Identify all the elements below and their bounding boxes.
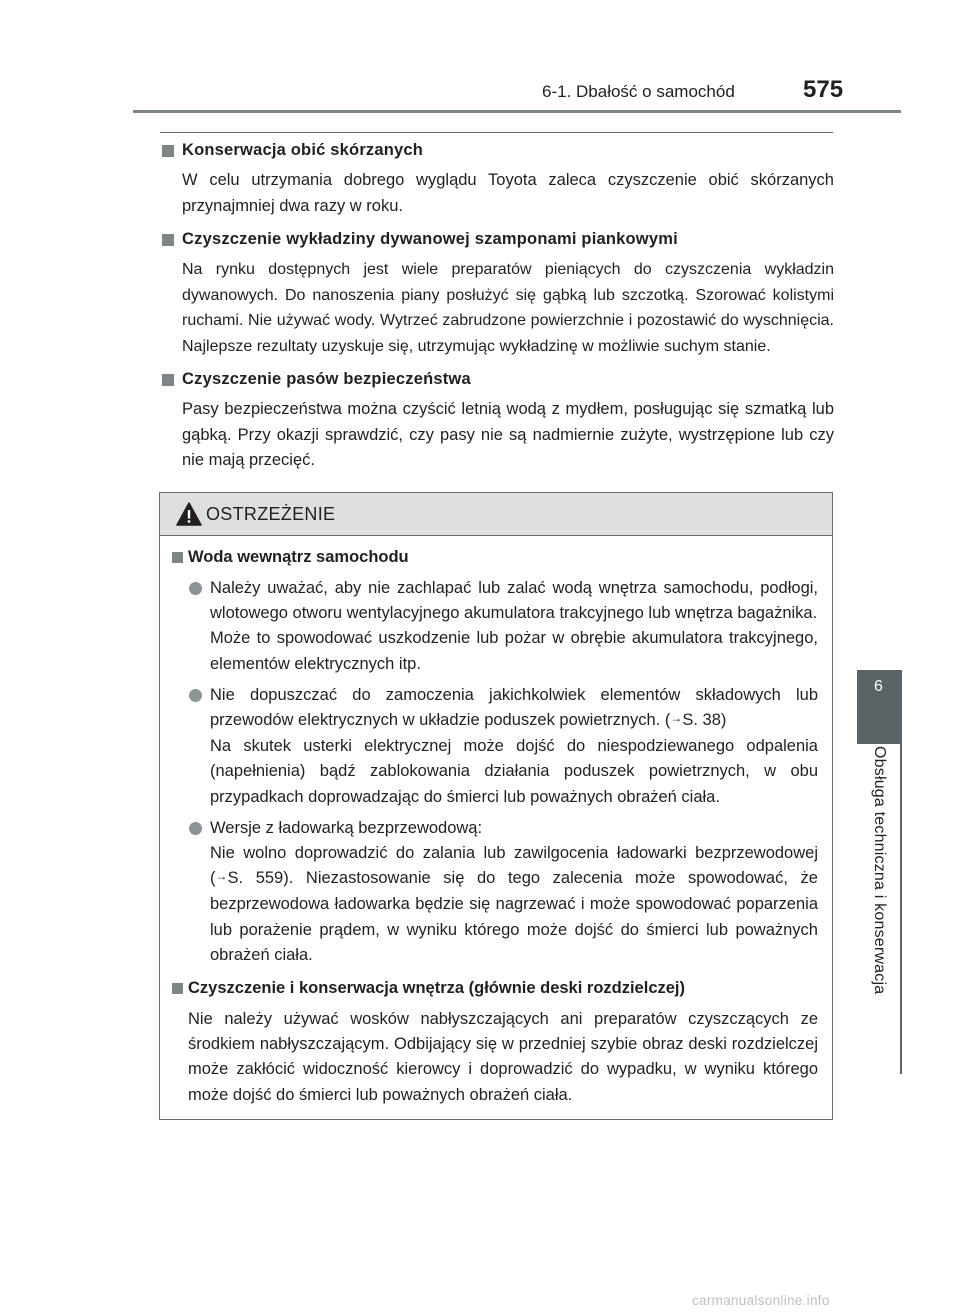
circle-bullet-icon — [189, 689, 202, 702]
section-title: Czyszczenie wykładziny dywanowej szamponami piankowymi — [182, 230, 678, 248]
warning-bullet — [172, 576, 818, 677]
circle-bullet-icon — [189, 582, 202, 595]
header-section-title: 6-1. Dbałość o samochód — [542, 82, 735, 101]
bullet-text: Nie wolno doprowadzić do zalania lub zawilgocenia ładowarki bezprzewodowej (→S. 559). Niezastosowanie się do tego zalecenia może spowodować, że bezprzewodowa ładowarka będzie się nagrzewać i może spowodować poparzenia lub porażenie prądem, w wyniku którego może dojść do śmierci lub poważnych obrażeń ciała. — [210, 844, 818, 964]
arrow-icon: → — [670, 711, 683, 726]
header-rule — [133, 110, 901, 113]
page-number: 575 — [803, 76, 844, 103]
section-text: Pasy bezpieczeństwa można czyścić letnią wodą z mydłem, posługując się szmatką lub gąbką. Przy okazji sprawdzić, czy pasy nie są nadmiernie zużyte, wystrzępione lub czy nie mają przecięć. — [182, 400, 834, 469]
square-bullet-icon — [162, 234, 174, 246]
watermark: carmanualsonline.info — [692, 1293, 830, 1308]
section-carpet — [160, 227, 834, 359]
bullet-text: Na skutek usterki elektrycznej może dojść do niespodziewanego odpalenia (napełnienia) bądź zablokowania działania poduszek powietrznych, w obu przypadkach doprowadzając do śmierci lub poważnych obrażeń ciała. — [210, 737, 818, 806]
warning-text: Nie należy używać wosków nabłyszczających ani preparatów czyszczących ze środkiem nabłyszczającym. Odbijający się w przedniej szybie obraz deski rozdzielczej może zakłócić widoczność kierowcy i doprowadzić do wypadku, w wyniku którego może dojść do śmierci lub poważnych obrażeń ciała. — [188, 1010, 818, 1104]
bullet-text: Może to spowodować uszkodzenie lub pożar w obrębie akumulatora trakcyjnego, elementów elektrycznych itp. — [210, 629, 818, 673]
bullet-text: Należy uważać, aby nie zachlapać lub zalać wodą wnętrza samochodu, podłogi, wlotowego otworu wentylacyjnego akumulatora trakcyjnego lub wnętrza bagażnika. — [210, 579, 818, 623]
square-bullet-icon — [162, 374, 174, 386]
warning-bullet — [172, 816, 818, 968]
chapter-tab-strip — [900, 670, 902, 1074]
square-bullet-icon — [172, 983, 183, 994]
circle-bullet-icon — [189, 822, 202, 835]
bullet-text: Wersje z ładowarką bezprzewodową: — [210, 818, 483, 837]
chapter-tab — [857, 670, 900, 744]
section-text: Na rynku dostępnych jest wiele preparatów pieniących do czyszczenia wykładzin dywanowych. Do nanoszenia piany posłużyć się gąbką lub szczotką. Szorować kolistymi ruchami. Nie używać wody. Wytrzeć zabrudzone powierzchnie i pozostawić do wyschnięcia. Najlepsze rezultaty uzyskuje się, utrzymując wykładzinę w możliwie suchym stanie. — [182, 261, 834, 355]
section-title: Czyszczenie pasów bezpieczeństwa — [182, 370, 471, 388]
page-reference[interactable]: S. 38 — [682, 711, 721, 730]
section-seatbelts — [160, 367, 834, 474]
page-reference[interactable]: S. 559 — [227, 869, 284, 888]
section-text: W celu utrzymania dobrego wyglądu Toyota zaleca czyszczenie obić skórzanych przynajmniej dwa razy w roku. — [182, 171, 834, 215]
warning-subtitle: Woda wewnątrz samochodu — [188, 548, 409, 566]
warning-body — [160, 536, 832, 1108]
warning-box — [159, 492, 833, 1120]
section-title: Konserwacja obić skórzanych — [182, 141, 424, 159]
bullet-text: Nie dopuszczać do zamoczenia jakichkolwiek elementów składowych lub przewodów elektrycznych w układzie poduszek powietrznych. (→S. 38) — [210, 685, 818, 730]
warning-header — [160, 493, 832, 536]
square-bullet-icon — [162, 145, 174, 157]
warning-triangle-icon — [176, 502, 202, 526]
section-leather — [160, 138, 834, 219]
content-top-rule — [160, 132, 833, 133]
warning-subtitle: Czyszczenie i konserwacja wnętrza (głównie deski rozdzielczej) — [188, 979, 685, 998]
chapter-title: Obsługa techniczna i konserwacja — [871, 746, 888, 995]
chapter-number: 6 — [874, 678, 883, 695]
warning-label: OSTRZEŻENIE — [206, 504, 336, 524]
page-header — [0, 0, 960, 118]
square-bullet-icon — [172, 552, 183, 563]
main-content — [160, 138, 834, 482]
arrow-icon: → — [215, 869, 228, 884]
warning-bullet — [172, 683, 818, 810]
